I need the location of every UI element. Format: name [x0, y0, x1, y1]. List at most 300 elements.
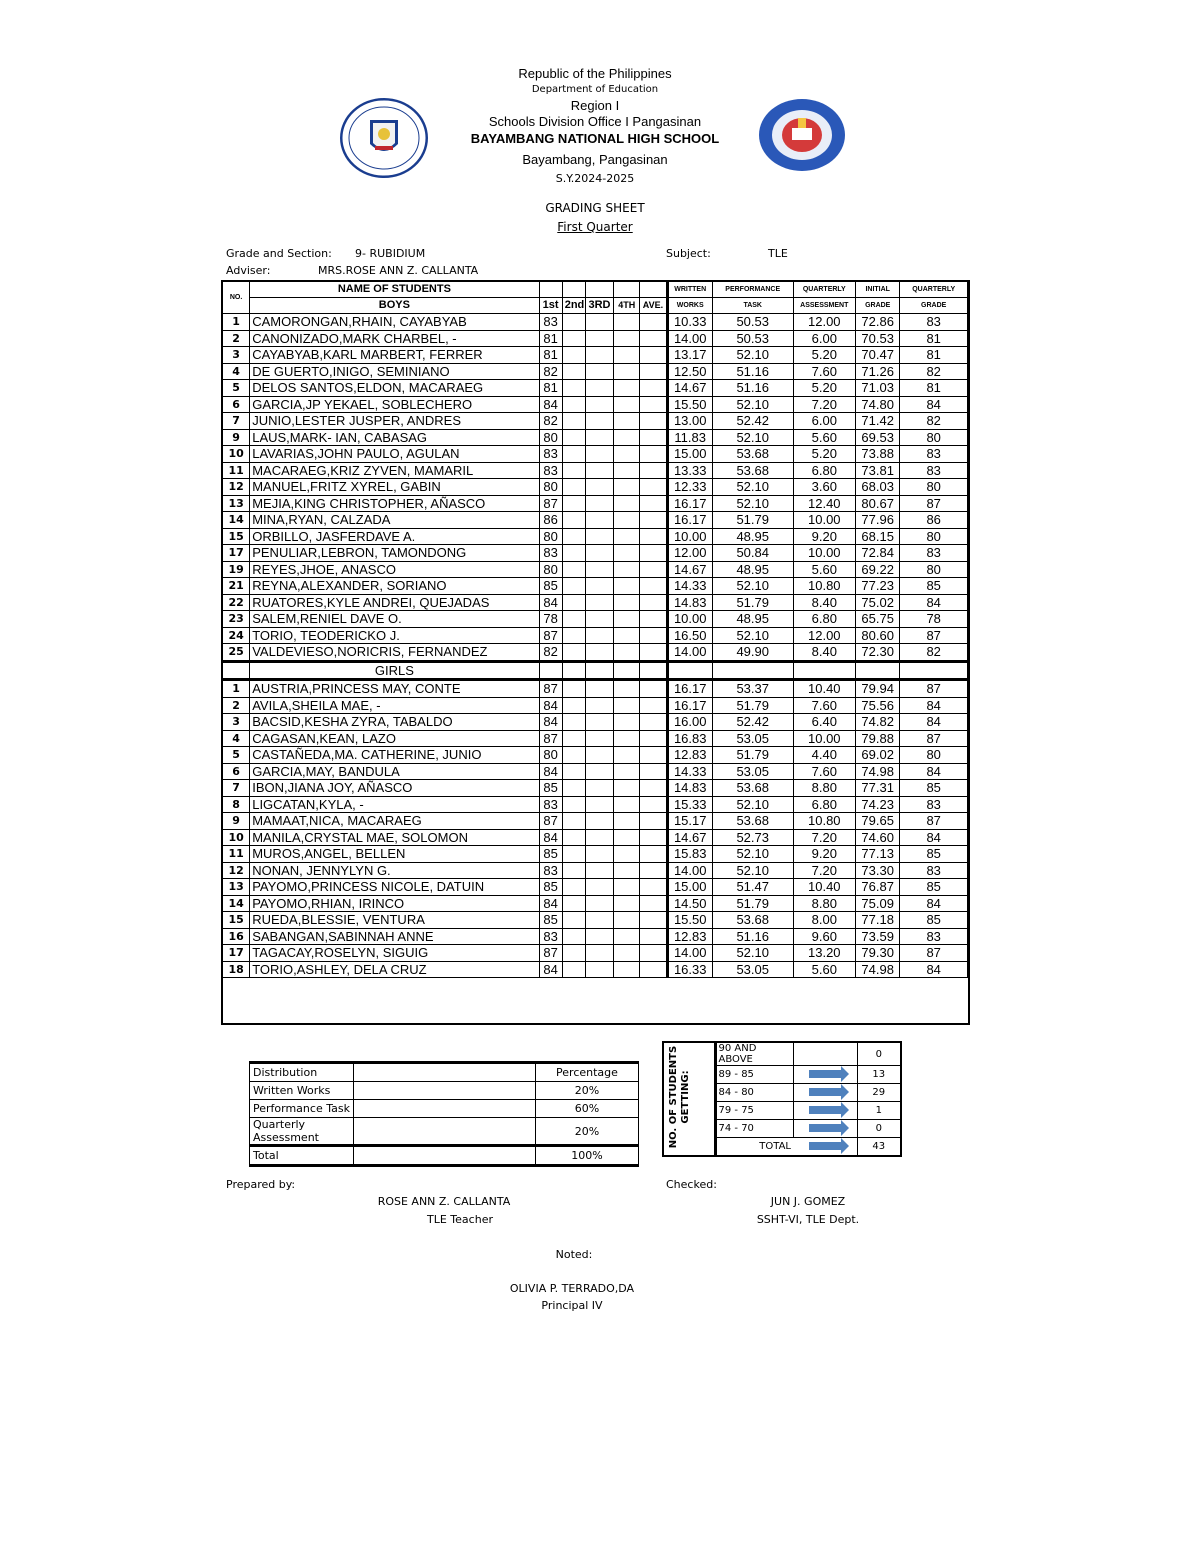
initial-grade: 79.65 — [856, 813, 900, 830]
first-quarter-grade: 80 — [539, 479, 562, 496]
quarterly-assessment-score: 5.20 — [793, 380, 856, 397]
second-quarter-grade — [562, 912, 585, 929]
fourth-quarter-grade — [614, 545, 640, 562]
adviser-value: MRS.ROSE ANN Z. CALLANTA — [318, 264, 479, 277]
quarterly-assessment-score: 3.60 — [793, 479, 856, 496]
republic-text: Republic of the Philippines — [518, 66, 672, 81]
student-name: AUSTRIA,PRINCESS MAY, CONTE — [250, 680, 539, 698]
performance-task-score: 53.05 — [712, 763, 793, 780]
third-quarter-grade — [585, 330, 613, 347]
noted-title: Principal IV — [541, 1299, 603, 1312]
student-name: VALDEVIESO,NORICRIS, FERNANDEZ — [250, 644, 539, 662]
fourth-quarter-grade — [614, 730, 640, 747]
student-name: LAVARIAS,JOHN PAULO, AGULAN — [250, 446, 539, 463]
quarterly-grade: 87 — [900, 680, 968, 698]
second-quarter-grade — [562, 528, 585, 545]
written-works-score: 14.00 — [667, 862, 712, 879]
second-quarter-grade — [562, 495, 585, 512]
quarterly-grade: 83 — [900, 462, 968, 479]
initial-grade: 74.98 — [856, 763, 900, 780]
written-works-score: 12.00 — [667, 545, 712, 562]
grade-section-value: 9- RUBIDIUM — [355, 247, 426, 260]
second-quarter-grade — [562, 462, 585, 479]
fourth-quarter-grade — [614, 594, 640, 611]
written-works-score: 16.17 — [667, 512, 712, 529]
average-grade — [640, 862, 667, 879]
initial-grade: 68.03 — [856, 479, 900, 496]
written-works-score: 14.00 — [667, 945, 712, 962]
quarterly-assessment-score: 8.40 — [793, 644, 856, 662]
average-grade — [640, 945, 667, 962]
quarterly-grade: 80 — [900, 528, 968, 545]
student-number: 17 — [223, 945, 250, 962]
col-header-ww1: WRITTEN — [667, 282, 712, 298]
prepared-title: TLE Teacher — [427, 1213, 493, 1226]
initial-grade: 75.09 — [856, 895, 900, 912]
quarterly-grade: 81 — [900, 380, 968, 397]
third-quarter-grade — [585, 545, 613, 562]
initial-grade: 71.26 — [856, 363, 900, 380]
second-quarter-grade — [562, 330, 585, 347]
initial-grade: 72.86 — [856, 314, 900, 331]
noted-name: OLIVIA P. TERRADO,DA — [509, 1282, 635, 1295]
quarterly-assessment-score: 6.80 — [793, 462, 856, 479]
quarterly-assessment-score: 12.00 — [793, 314, 856, 331]
written-works-score: 16.00 — [667, 714, 712, 731]
initial-grade: 74.80 — [856, 396, 900, 413]
quarterly-assessment-score: 5.60 — [793, 961, 856, 978]
col-header-qg2: GRADE — [900, 298, 968, 314]
grade-range: 84 - 80 — [715, 1084, 793, 1102]
student-number: 12 — [223, 479, 250, 496]
quarterly-grade: 87 — [900, 813, 968, 830]
performance-task-score: 51.79 — [712, 594, 793, 611]
second-quarter-grade — [562, 895, 585, 912]
grade-range: 89 - 85 — [715, 1066, 793, 1084]
second-quarter-grade — [562, 380, 585, 397]
quarterly-grade: 80 — [900, 561, 968, 578]
fourth-quarter-grade — [614, 895, 640, 912]
student-name: AVILA,SHEILA MAE, - — [250, 697, 539, 714]
quarterly-assessment-score: 8.00 — [793, 912, 856, 929]
third-quarter-grade — [585, 578, 613, 595]
student-number: 25 — [223, 644, 250, 662]
student-name: MUROS,ANGEL, BELLEN — [250, 846, 539, 863]
second-quarter-grade — [562, 512, 585, 529]
performance-task-score: 48.95 — [712, 611, 793, 628]
student-number: 16 — [223, 928, 250, 945]
location-text: Bayambang, Pangasinan — [522, 152, 668, 167]
written-works-score: 14.67 — [667, 829, 712, 846]
distribution-label: Performance Task — [250, 1100, 354, 1118]
student-number: 13 — [223, 879, 250, 896]
quarterly-grade: 85 — [900, 780, 968, 797]
first-quarter-grade: 84 — [539, 697, 562, 714]
initial-grade: 74.23 — [856, 796, 900, 813]
first-quarter-grade: 87 — [539, 627, 562, 644]
second-quarter-grade — [562, 780, 585, 797]
student-row — [223, 895, 968, 912]
student-row — [223, 928, 968, 945]
first-quarter-grade: 85 — [539, 846, 562, 863]
quarterly-grade: 78 — [900, 611, 968, 628]
student-name: MEJIA,KING CHRISTOPHER, AÑASCO — [250, 495, 539, 512]
student-number: 6 — [223, 396, 250, 413]
quarterly-assessment-score: 13.20 — [793, 945, 856, 962]
second-quarter-grade — [562, 429, 585, 446]
first-quarter-grade: 83 — [539, 796, 562, 813]
student-number: 6 — [223, 763, 250, 780]
written-works-score: 14.00 — [667, 644, 712, 662]
student-name: MANUEL,FRITZ XYREL, GABIN — [250, 479, 539, 496]
quarterly-grade: 84 — [900, 829, 968, 846]
quarterly-assessment-score: 6.80 — [793, 611, 856, 628]
fourth-quarter-grade — [614, 314, 640, 331]
quarterly-grade: 84 — [900, 895, 968, 912]
student-row — [223, 961, 968, 978]
student-count: 0 — [857, 1042, 901, 1066]
performance-task-score: 51.16 — [712, 363, 793, 380]
average-grade — [640, 561, 667, 578]
student-row — [223, 512, 968, 529]
empty-cell — [712, 661, 793, 680]
third-quarter-grade — [585, 714, 613, 731]
third-quarter-grade — [585, 396, 613, 413]
fourth-quarter-grade — [614, 680, 640, 698]
second-quarter-grade — [562, 314, 585, 331]
student-number: 12 — [223, 862, 250, 879]
student-row — [223, 879, 968, 896]
first-quarter-grade: 87 — [539, 730, 562, 747]
average-grade — [640, 479, 667, 496]
third-quarter-grade — [585, 680, 613, 698]
second-quarter-grade — [562, 644, 585, 662]
quarterly-grade: 83 — [900, 314, 968, 331]
performance-task-score: 51.79 — [712, 512, 793, 529]
fourth-quarter-grade — [614, 945, 640, 962]
second-quarter-grade — [562, 363, 585, 380]
second-quarter-grade — [562, 594, 585, 611]
quarterly-assessment-score: 12.00 — [793, 627, 856, 644]
initial-grade: 74.60 — [856, 829, 900, 846]
initial-grade: 77.31 — [856, 780, 900, 797]
checked-title: SSHT-VI, TLE Dept. — [756, 1213, 860, 1226]
student-number: 7 — [223, 780, 250, 797]
third-quarter-grade — [585, 928, 613, 945]
average-grade — [640, 314, 667, 331]
written-works-score: 16.17 — [667, 697, 712, 714]
student-name: NONAN, JENNYLYN G. — [250, 862, 539, 879]
quarterly-grade: 83 — [900, 862, 968, 879]
student-number: 10 — [223, 829, 250, 846]
quarterly-assessment-score: 4.40 — [793, 747, 856, 764]
average-grade — [640, 578, 667, 595]
quarterly-grade: 85 — [900, 879, 968, 896]
second-quarter-grade — [562, 446, 585, 463]
sheet-title: GRADING SHEET — [545, 201, 645, 215]
distribution-percent: 20% — [536, 1082, 639, 1100]
second-quarter-grade — [562, 796, 585, 813]
first-quarter-grade: 86 — [539, 512, 562, 529]
student-name: DE GUERTO,INIGO, SEMINIANO — [250, 363, 539, 380]
student-number: 4 — [223, 363, 250, 380]
performance-task-score: 52.42 — [712, 413, 793, 430]
quarterly-assessment-score: 9.20 — [793, 846, 856, 863]
student-name: MACARAEG,KRIZ ZYVEN, MAMARIL — [250, 462, 539, 479]
student-row — [223, 680, 968, 698]
girls-header: GIRLS — [250, 661, 539, 680]
empty-cell — [562, 661, 585, 680]
performance-task-score: 52.10 — [712, 578, 793, 595]
performance-task-score: 51.79 — [712, 895, 793, 912]
first-quarter-grade: 81 — [539, 380, 562, 397]
distribution-label: Written Works — [250, 1082, 354, 1100]
quarterly-grade: 87 — [900, 627, 968, 644]
student-name: BACSID,KESHA ZYRA, TABALDO — [250, 714, 539, 731]
performance-task-score: 51.79 — [712, 747, 793, 764]
percentage-header: Percentage — [536, 1063, 639, 1082]
third-quarter-grade — [585, 780, 613, 797]
quarterly-grade: 82 — [900, 363, 968, 380]
quarterly-assessment-score: 7.20 — [793, 862, 856, 879]
quarterly-assessment-score: 6.00 — [793, 413, 856, 430]
initial-grade: 73.59 — [856, 928, 900, 945]
first-quarter-grade: 85 — [539, 578, 562, 595]
first-quarter-grade: 80 — [539, 429, 562, 446]
initial-grade: 79.30 — [856, 945, 900, 962]
fourth-quarter-grade — [614, 512, 640, 529]
grade-range: 79 - 75 — [715, 1102, 793, 1120]
student-row — [223, 330, 968, 347]
summary-total-count: 43 — [857, 1138, 901, 1157]
student-number: 10 — [223, 446, 250, 463]
average-grade — [640, 796, 667, 813]
performance-task-score: 53.37 — [712, 680, 793, 698]
student-row — [223, 763, 968, 780]
quarterly-grade: 81 — [900, 347, 968, 364]
first-quarter-grade: 83 — [539, 446, 562, 463]
quarterly-grade: 87 — [900, 495, 968, 512]
quarterly-assessment-score: 10.80 — [793, 578, 856, 595]
second-quarter-grade — [562, 680, 585, 698]
written-works-score: 15.00 — [667, 879, 712, 896]
third-quarter-grade — [585, 862, 613, 879]
student-row — [223, 912, 968, 929]
fourth-quarter-grade — [614, 879, 640, 896]
student-count: 1 — [857, 1102, 901, 1120]
written-works-score: 12.50 — [667, 363, 712, 380]
student-name: MINA,RYAN, CALZADA — [250, 512, 539, 529]
second-quarter-grade — [562, 928, 585, 945]
quarterly-assessment-score: 7.20 — [793, 829, 856, 846]
first-quarter-grade: 84 — [539, 895, 562, 912]
performance-task-score: 52.73 — [712, 829, 793, 846]
quarterly-assessment-score: 7.60 — [793, 697, 856, 714]
quarterly-grade: 80 — [900, 747, 968, 764]
student-count: 13 — [857, 1066, 901, 1084]
student-name: ORBILLO, JASFERDAVE A. — [250, 528, 539, 545]
quarterly-grade: 83 — [900, 796, 968, 813]
fourth-quarter-grade — [614, 627, 640, 644]
first-quarter-grade: 78 — [539, 611, 562, 628]
student-number: 2 — [223, 697, 250, 714]
col-header-q1: 1st — [539, 298, 562, 314]
empty-cell — [640, 661, 667, 680]
student-name: REYNA,ALEXANDER, SORIANO — [250, 578, 539, 595]
written-works-score: 16.33 — [667, 961, 712, 978]
average-grade — [640, 912, 667, 929]
student-name: CANONIZADO,MARK CHARBEL, - — [250, 330, 539, 347]
performance-task-score: 53.68 — [712, 912, 793, 929]
average-grade — [640, 528, 667, 545]
first-quarter-grade: 84 — [539, 714, 562, 731]
student-number: 22 — [223, 594, 250, 611]
prepared-name: ROSE ANN Z. CALLANTA — [377, 1195, 511, 1208]
initial-grade: 72.30 — [856, 644, 900, 662]
distribution-label: Quarterly Assessment — [250, 1118, 354, 1146]
second-quarter-grade — [562, 747, 585, 764]
col-header-pt1: PERFORMANCE — [712, 282, 793, 298]
student-row — [223, 945, 968, 962]
school-year-text: S.Y.2024-2025 — [555, 172, 635, 185]
second-quarter-grade — [562, 945, 585, 962]
written-works-score: 13.17 — [667, 347, 712, 364]
quarter-title: First Quarter — [557, 220, 633, 234]
initial-grade: 72.84 — [856, 545, 900, 562]
student-number: 2 — [223, 330, 250, 347]
third-quarter-grade — [585, 413, 613, 430]
student-row — [223, 594, 968, 611]
student-number: 5 — [223, 380, 250, 397]
fourth-quarter-grade — [614, 347, 640, 364]
student-name: RUATORES,KYLE ANDREI, QUEJADAS — [250, 594, 539, 611]
average-grade — [640, 829, 667, 846]
average-grade — [640, 780, 667, 797]
first-quarter-grade: 83 — [539, 545, 562, 562]
distribution-percent: 60% — [536, 1100, 639, 1118]
first-quarter-grade: 81 — [539, 330, 562, 347]
average-grade — [640, 697, 667, 714]
student-number: 15 — [223, 912, 250, 929]
second-quarter-grade — [562, 862, 585, 879]
checked-name: JUN J. GOMEZ — [770, 1195, 846, 1208]
initial-grade: 69.53 — [856, 429, 900, 446]
student-name: PAYOMO,PRINCESS NICOLE, DATUIN — [250, 879, 539, 896]
student-number: 1 — [223, 314, 250, 331]
student-row — [223, 747, 968, 764]
student-name: SABANGAN,SABINNAH ANNE — [250, 928, 539, 945]
average-grade — [640, 330, 667, 347]
written-works-score: 14.50 — [667, 895, 712, 912]
quarterly-assessment-score: 8.80 — [793, 895, 856, 912]
second-quarter-grade — [562, 714, 585, 731]
written-works-score: 15.17 — [667, 813, 712, 830]
first-quarter-grade: 87 — [539, 680, 562, 698]
quarterly-assessment-score: 5.60 — [793, 429, 856, 446]
written-works-score: 15.33 — [667, 796, 712, 813]
written-works-score: 16.17 — [667, 495, 712, 512]
student-number: 21 — [223, 578, 250, 595]
fourth-quarter-grade — [614, 578, 640, 595]
checked-label: Checked: — [666, 1178, 717, 1191]
student-number: 3 — [223, 347, 250, 364]
student-number: 9 — [223, 813, 250, 830]
col-header-no: NO. — [223, 282, 250, 314]
distribution-header: Distribution — [250, 1063, 354, 1082]
third-quarter-grade — [585, 627, 613, 644]
second-quarter-grade — [562, 561, 585, 578]
average-grade — [640, 545, 667, 562]
third-quarter-grade — [585, 363, 613, 380]
student-row — [223, 479, 968, 496]
student-number: 15 — [223, 528, 250, 545]
student-name: SALEM,RENIEL DAVE O. — [250, 611, 539, 628]
grade-range: 90 AND ABOVE — [715, 1042, 793, 1066]
empty-cell — [856, 661, 900, 680]
third-quarter-grade — [585, 495, 613, 512]
quarterly-grade: 80 — [900, 429, 968, 446]
student-name: LIGCATAN,KYLA, - — [250, 796, 539, 813]
grade-section-label: Grade and Section: — [226, 247, 332, 260]
col-header-q2: 2nd — [562, 298, 585, 314]
performance-task-score: 51.47 — [712, 879, 793, 896]
student-row — [223, 627, 968, 644]
performance-task-score: 50.53 — [712, 330, 793, 347]
performance-task-score: 51.16 — [712, 380, 793, 397]
second-quarter-grade — [562, 730, 585, 747]
performance-task-score: 52.10 — [712, 429, 793, 446]
student-name: TAGACAY,ROSELYN, SIGUIG — [250, 945, 539, 962]
fourth-quarter-grade — [614, 846, 640, 863]
average-grade — [640, 714, 667, 731]
student-row — [223, 528, 968, 545]
summary-side-label — [655, 1045, 705, 1157]
third-quarter-grade — [585, 945, 613, 962]
fourth-quarter-grade — [614, 479, 640, 496]
third-quarter-grade — [585, 829, 613, 846]
summary-total-label: TOTAL — [715, 1138, 793, 1157]
written-works-score: 11.83 — [667, 429, 712, 446]
average-grade — [640, 763, 667, 780]
student-name: TORIO,ASHLEY, DELA CRUZ — [250, 961, 539, 978]
student-number: 9 — [223, 429, 250, 446]
initial-grade: 77.23 — [856, 578, 900, 595]
first-quarter-grade: 80 — [539, 747, 562, 764]
performance-task-score: 52.10 — [712, 627, 793, 644]
student-name: JUNIO,LESTER JUSPER, ANDRES — [250, 413, 539, 430]
student-number: 18 — [223, 961, 250, 978]
quarterly-assessment-score: 10.40 — [793, 680, 856, 698]
student-number: 23 — [223, 611, 250, 628]
student-number: 8 — [223, 796, 250, 813]
written-works-score: 13.33 — [667, 462, 712, 479]
quarterly-grade: 85 — [900, 846, 968, 863]
second-quarter-grade — [562, 961, 585, 978]
quarterly-grade: 87 — [900, 945, 968, 962]
empty-cell — [793, 661, 856, 680]
initial-grade: 71.03 — [856, 380, 900, 397]
first-quarter-grade: 82 — [539, 644, 562, 662]
third-quarter-grade — [585, 895, 613, 912]
student-number: 7 — [223, 413, 250, 430]
quarterly-grade: 84 — [900, 697, 968, 714]
quarterly-grade: 84 — [900, 763, 968, 780]
written-works-score: 14.83 — [667, 780, 712, 797]
first-quarter-grade: 81 — [539, 347, 562, 364]
third-quarter-grade — [585, 747, 613, 764]
performance-task-score: 53.68 — [712, 813, 793, 830]
first-quarter-grade: 84 — [539, 396, 562, 413]
